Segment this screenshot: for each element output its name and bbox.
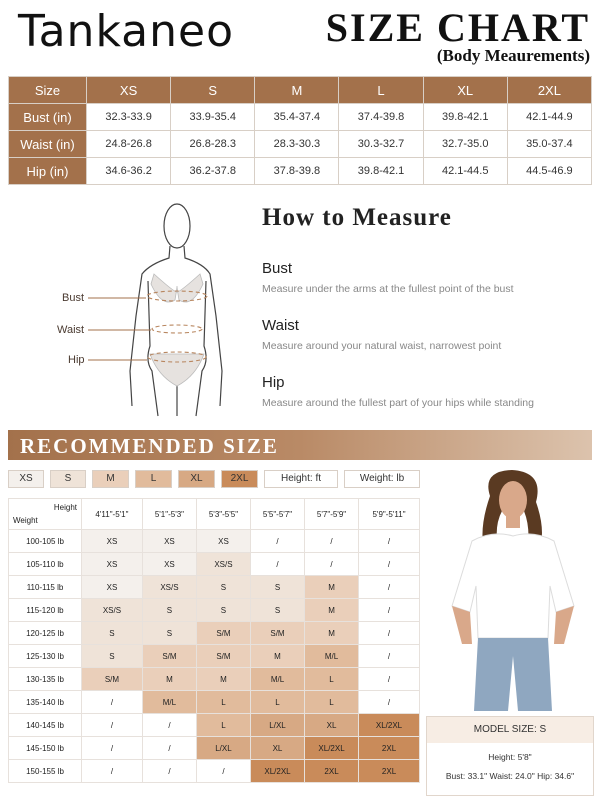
size-header-cell: S <box>171 77 255 104</box>
brand-logo: Tankaneo <box>18 6 234 57</box>
size-cell: 42.1-44.9 <box>507 104 591 131</box>
size-header-cell: M <box>255 77 339 104</box>
size-header-cell: XL <box>423 77 507 104</box>
size-header-cell: XS <box>87 77 171 104</box>
size-cell: 28.3-30.3 <box>255 131 339 158</box>
weight-cell: 115-120 lb <box>9 599 82 622</box>
size-rec-cell: L <box>196 691 250 714</box>
size-rec-cell: S/M <box>196 645 250 668</box>
size-rec-cell: / <box>250 530 304 553</box>
table-row <box>9 691 420 714</box>
height-header-cell: 5'7"-5'9" <box>305 499 359 530</box>
size-rec-cell: XS <box>142 553 196 576</box>
table-row <box>9 553 420 576</box>
size-rec-cell: M/L <box>305 645 359 668</box>
waist-figure-label: Waist <box>57 324 85 336</box>
size-rec-cell: / <box>359 645 420 668</box>
legend-height-unit: Height: ft <box>264 470 338 488</box>
row-label: Hip (in) <box>9 158 87 185</box>
size-rec-cell: M/L <box>250 668 304 691</box>
size-rec-cell: L <box>196 714 250 737</box>
size-rec-cell: S <box>82 622 143 645</box>
size-rec-cell: XL <box>305 714 359 737</box>
height-header-cell: 5'1"-5'3" <box>142 499 196 530</box>
size-rec-cell: S/M <box>142 645 196 668</box>
size-rec-cell: XS <box>82 530 143 553</box>
size-cell: 37.4-39.8 <box>339 104 423 131</box>
size-rec-cell: M <box>305 622 359 645</box>
size-rec-cell: S <box>196 576 250 599</box>
size-table-row-waist <box>9 131 592 158</box>
corner-cell <box>9 499 82 530</box>
size-cell: 26.8-28.3 <box>171 131 255 158</box>
height-header-cell: 5'9"-5'11" <box>359 499 420 530</box>
size-table-row-hip <box>9 158 592 185</box>
size-rec-cell: / <box>196 760 250 783</box>
table-row <box>9 530 420 553</box>
size-rec-cell: S <box>250 599 304 622</box>
legend-xs: XS <box>8 470 44 488</box>
chart-subtitle: (Body Meaurements) <box>436 46 590 65</box>
table-row <box>9 714 420 737</box>
measure-item-hip <box>262 374 534 409</box>
size-header-cell: L <box>339 77 423 104</box>
size-cell: 35.4-37.4 <box>255 104 339 131</box>
size-cell: 36.2-37.8 <box>171 158 255 185</box>
weight-cell: 145-150 lb <box>9 737 82 760</box>
table-row <box>9 599 420 622</box>
height-header-cell: 5'5"-5'7" <box>250 499 304 530</box>
row-label: Waist (in) <box>9 131 87 158</box>
table-row <box>9 645 420 668</box>
size-rec-cell: / <box>142 760 196 783</box>
weight-cell: 105-110 lb <box>9 553 82 576</box>
bust-figure-label: Bust <box>62 292 85 304</box>
table-row <box>9 760 420 783</box>
size-rec-cell: / <box>142 737 196 760</box>
weight-cell: 150-155 lb <box>9 760 82 783</box>
model-size-box <box>426 716 594 796</box>
size-rec-cell: / <box>82 691 143 714</box>
size-rec-cell: / <box>305 530 359 553</box>
measure-name: Hip <box>262 374 285 391</box>
size-rec-cell: / <box>82 760 143 783</box>
size-cell: 44.5-46.9 <box>507 158 591 185</box>
size-rec-cell: 2XL <box>305 760 359 783</box>
chart-title: SIZE CHART <box>325 5 590 50</box>
size-cell: 33.9-35.4 <box>171 104 255 131</box>
size-rec-cell: XL/2XL <box>305 737 359 760</box>
weight-cell: 135-140 lb <box>9 691 82 714</box>
weight-cell: 110-115 lb <box>9 576 82 599</box>
size-cell: 39.8-42.1 <box>339 158 423 185</box>
legend-xl: XL <box>178 470 215 488</box>
size-cell: 32.3-33.9 <box>87 104 171 131</box>
size-rec-cell: S <box>250 576 304 599</box>
table-row <box>9 737 420 760</box>
size-rec-cell: M <box>250 645 304 668</box>
recommended-size-banner <box>8 430 592 460</box>
table-row <box>9 622 420 645</box>
corner-weight-label: Weight <box>13 516 38 525</box>
hip-figure-label: Hip <box>68 354 85 366</box>
size-rec-cell: XS <box>82 553 143 576</box>
size-rec-cell: / <box>82 737 143 760</box>
table-row <box>9 576 420 599</box>
size-rec-cell: XS <box>142 530 196 553</box>
size-rec-cell: S <box>82 645 143 668</box>
size-rec-cell: M <box>305 576 359 599</box>
size-cell: 35.0-37.4 <box>507 131 591 158</box>
measure-item-bust <box>262 260 514 295</box>
size-rec-cell: / <box>359 691 420 714</box>
size-rec-cell: L <box>305 691 359 714</box>
size-rec-cell: XS <box>196 530 250 553</box>
size-rec-cell: / <box>82 714 143 737</box>
size-rec-cell: L/XL <box>250 714 304 737</box>
model-photo <box>432 466 592 711</box>
size-rec-cell: S <box>142 622 196 645</box>
size-rec-cell: M <box>196 668 250 691</box>
weight-cell: 125-130 lb <box>9 645 82 668</box>
size-rec-cell: / <box>359 530 420 553</box>
corner-height-label: Height <box>53 503 77 512</box>
height-header-row <box>9 499 420 530</box>
weight-cell: 120-125 lb <box>9 622 82 645</box>
size-rec-cell: M <box>142 668 196 691</box>
legend-m: M <box>92 470 129 488</box>
weight-cell: 100-105 lb <box>9 530 82 553</box>
measure-item-waist <box>262 317 501 352</box>
model-measurements: Bust: 33.1" Waist: 24.0" Hip: 34.6" <box>445 771 575 781</box>
measure-desc: Measure around your natural waist, narrowest point <box>262 340 502 352</box>
size-rec-cell: XS/S <box>82 599 143 622</box>
measure-name: Waist <box>262 317 299 334</box>
size-rec-cell: / <box>359 576 420 599</box>
size-cell: 37.8-39.8 <box>255 158 339 185</box>
size-header-cell: 2XL <box>507 77 591 104</box>
size-rec-cell: S/M <box>250 622 304 645</box>
size-table-header-row <box>9 77 592 104</box>
size-header-cell: Size <box>9 77 87 104</box>
how-to-measure-section <box>0 196 600 424</box>
measure-desc: Measure around the fullest part of your hips while standing <box>262 397 534 409</box>
size-cell: 39.8-42.1 <box>423 104 507 131</box>
size-rec-cell: / <box>250 553 304 576</box>
legend-l: L <box>135 470 172 488</box>
size-rec-cell: / <box>359 599 420 622</box>
legend-2xl: 2XL <box>221 470 258 488</box>
weight-cell: 130-135 lb <box>9 668 82 691</box>
table-row <box>9 668 420 691</box>
size-cell: 30.3-32.7 <box>339 131 423 158</box>
size-rec-cell: XL/2XL <box>250 760 304 783</box>
model-height: Height: 5'8" <box>488 752 532 762</box>
legend-s: S <box>50 470 86 488</box>
size-table <box>8 76 592 185</box>
size-rec-cell: / <box>359 622 420 645</box>
size-rec-cell: S/M <box>196 622 250 645</box>
how-to-measure-title: How to Measure <box>262 204 452 231</box>
size-rec-cell: / <box>142 714 196 737</box>
size-rec-cell: L <box>250 691 304 714</box>
size-rec-cell: S/M <box>82 668 143 691</box>
size-rec-cell: 2XL <box>359 760 420 783</box>
measure-name: Bust <box>262 260 293 277</box>
size-rec-cell: XL/2XL <box>359 714 420 737</box>
size-cell: 24.8-26.8 <box>87 131 171 158</box>
size-rec-cell: M <box>305 599 359 622</box>
size-rec-cell: M/L <box>142 691 196 714</box>
height-header-cell: 5'3"-5'5" <box>196 499 250 530</box>
recommended-size-title: RECOMMENDED SIZE <box>20 434 279 458</box>
size-rec-cell: S <box>196 599 250 622</box>
size-rec-cell: S <box>142 599 196 622</box>
model-size-heading: MODEL SIZE: S <box>427 717 593 743</box>
size-rec-cell: L/XL <box>196 737 250 760</box>
size-rec-cell: XS <box>82 576 143 599</box>
size-cell: 32.7-35.0 <box>423 131 507 158</box>
legend-weight-unit: Weight: lb <box>344 470 420 488</box>
size-rec-cell: XL <box>250 737 304 760</box>
size-rec-cell: XS/S <box>196 553 250 576</box>
body-outline-figure <box>50 196 250 424</box>
size-rec-cell: / <box>359 553 420 576</box>
size-rec-cell: 2XL <box>359 737 420 760</box>
size-cell: 42.1-44.5 <box>423 158 507 185</box>
measure-desc: Measure under the arms at the fullest point of the bust <box>262 283 514 295</box>
size-rec-cell: L <box>305 668 359 691</box>
size-rec-cell: / <box>359 668 420 691</box>
size-rec-cell: / <box>305 553 359 576</box>
height-header-cell: 4'11"-5'1" <box>82 499 143 530</box>
recommended-size-table <box>8 498 420 783</box>
row-label: Bust (in) <box>9 104 87 131</box>
size-rec-cell: XS/S <box>142 576 196 599</box>
size-cell: 34.6-36.2 <box>87 158 171 185</box>
weight-cell: 140-145 lb <box>9 714 82 737</box>
size-table-row-bust <box>9 104 592 131</box>
